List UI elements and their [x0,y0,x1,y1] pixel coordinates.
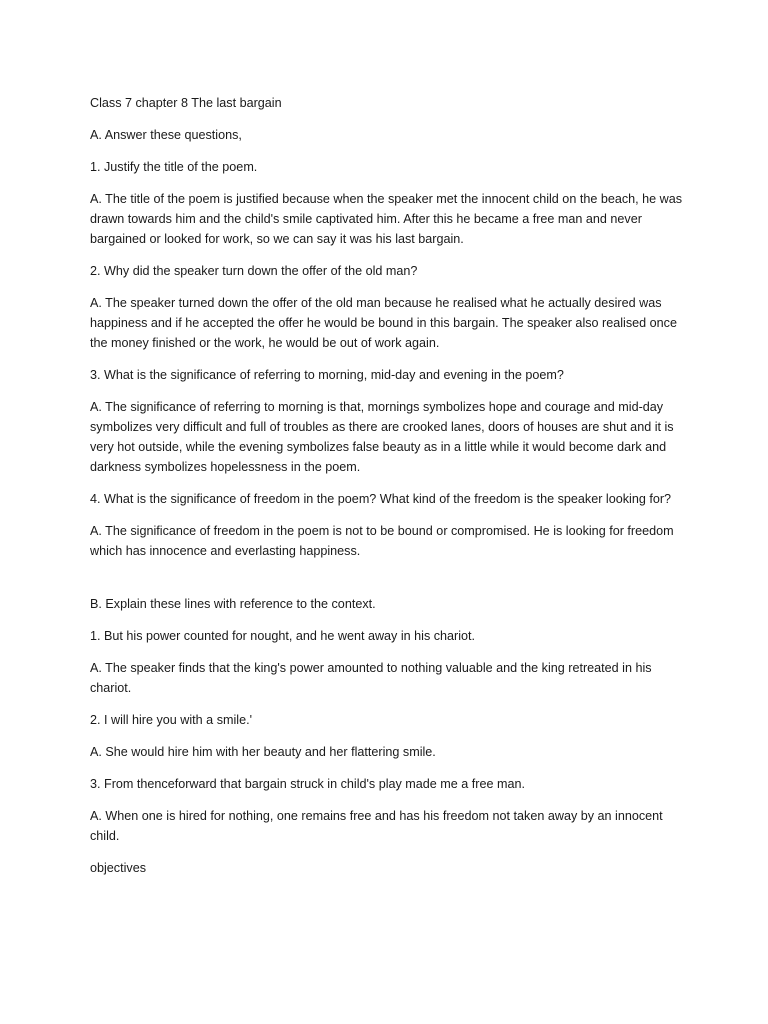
question-a4: 4. What is the significance of freedom in the poem? What kind of the freedom is the speaker looking for? [90,492,672,506]
answer-a1: A. The title of the poem is justified because when the speaker met the innocent child on the beach, he was drawn towards him and the child's smile captivated him. After this he became a free man and never bargained or looked for work, so we can say it was his last bargain. [90,192,683,246]
question-a3: 3. What is the significance of referring to morning, mid-day and evening in the poem? [90,368,564,382]
question-b2: 2. I will hire you with a smile.' [90,713,252,727]
footer-label: objectives [90,861,147,875]
section-b-title: B. Explain these lines with reference to the context. [90,597,376,611]
document-body [90,93,690,890]
question-b3: 3. From thenceforward that bargain struck in child's play made me a free man. [90,777,525,791]
answer-a3: A. The significance of referring to morning is that, mornings symbolizes hope and courage and mid-day symbolizes very difficult and full of troubles as there are crooked lanes, doors of houses are shut and it is very hot outside, while the evening symbolizes false beauty as in a little while it would become dark and darkness symbolizes hopelessness in the poem. [90,400,674,474]
question-b1: 1. But his power counted for nought, and he went away in his chariot. [90,629,476,643]
document-heading: Class 7 chapter 8 The last bargain [90,96,282,110]
answer-b1: A. The speaker finds that the king's power amounted to nothing valuable and the king retreated in his chariot. [90,661,652,695]
section-a-title: A. Answer these questions, [90,128,242,142]
answer-a4: A. The significance of freedom in the poem is not to be bound or compromised. He is looking for freedom which has innocence and everlasting happiness. [90,524,674,558]
answer-b3: A. When one is hired for nothing, one remains free and has his freedom not taken away by an innocent child. [90,809,663,843]
answer-a2: A. The speaker turned down the offer of the old man because he realised what he actually desired was happiness and if he accepted the offer he would be bound in this bargain. The speaker also realised once the money finished or the work, he would be out of work again. [90,296,677,350]
answer-b2: A. She would hire him with her beauty and her flattering smile. [90,745,436,759]
question-a1: 1. Justify the title of the poem. [90,160,258,174]
question-a2: 2. Why did the speaker turn down the offer of the old man? [90,264,418,278]
